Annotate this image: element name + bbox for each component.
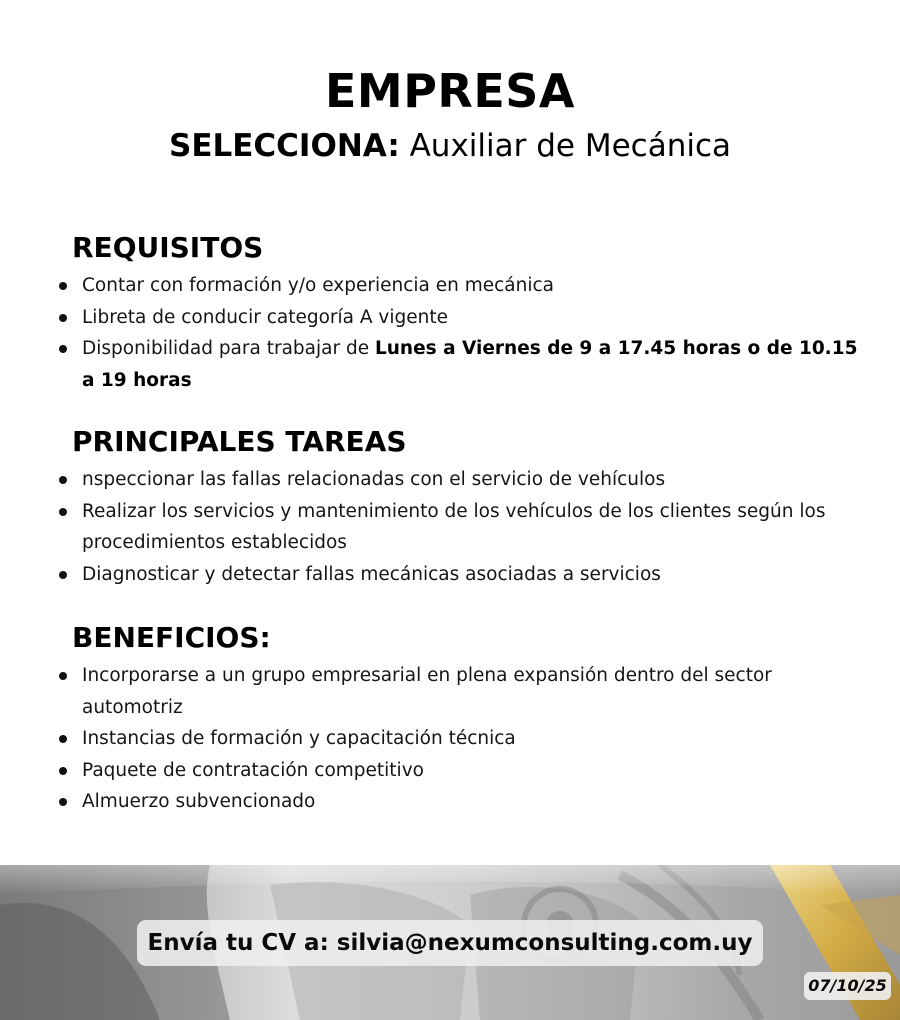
role-name: Auxiliar de Mecánica: [409, 128, 731, 164]
bullet-icon: [59, 735, 67, 743]
list-item: [0, 786, 900, 818]
list-item: [0, 464, 900, 496]
tareas-heading: PRINCIPALES TAREAS: [72, 425, 407, 458]
list-item: [0, 333, 900, 396]
date-badge: 07/10/25: [804, 972, 891, 1000]
schedule-hours: Lunes a Viernes de 9 a 17.45 horas o de 10.15 a 19 horas: [82, 338, 858, 391]
selecciona-label: SELECCIONA:: [169, 128, 400, 164]
bullet-icon: [59, 282, 67, 290]
requisitos-heading: REQUISITOS: [72, 231, 264, 264]
bullet-icon: [59, 672, 67, 680]
send-cv-banner: Envía tu CV a: silvia@nexumconsulting.com.uy: [137, 920, 763, 966]
list-item-text: Incorporarse a un grupo empresarial en plena expansión dentro del sector automotriz: [82, 665, 772, 718]
list-item: [0, 723, 900, 755]
list-item: [0, 496, 900, 559]
schedule-prefix: Disponibilidad para trabajar de: [82, 338, 375, 359]
tareas-list: [0, 464, 900, 590]
list-item: [0, 559, 900, 591]
list-item-text: nspeccionar las fallas relacionadas con el servicio de vehículos: [82, 469, 666, 490]
list-item: [0, 302, 900, 334]
list-item: [0, 755, 900, 787]
header: [0, 62, 900, 166]
list-item-text: Contar con formación y/o experiencia en mecánica: [82, 275, 555, 296]
bullet-icon: [59, 314, 67, 322]
list-item-text: Paquete de contratación competitivo: [82, 759, 424, 781]
list-item-text: Diagnosticar y detectar fallas mecánicas asociadas a servicios: [82, 563, 661, 585]
list-item: [0, 660, 900, 723]
job-title: [0, 126, 900, 166]
bullet-icon: [59, 476, 67, 484]
bullet-icon: [59, 345, 67, 353]
bullet-icon: [59, 767, 67, 775]
footer-banner: [0, 865, 900, 1020]
tareas-section: [0, 424, 900, 590]
requisitos-section: [0, 230, 900, 396]
beneficios-list: [0, 660, 900, 818]
requisitos-list: [0, 270, 900, 396]
bullet-icon: [59, 798, 67, 806]
list-item-text: Libreta de conducir categoría A vigente: [82, 306, 449, 328]
beneficios-heading: BENEFICIOS:: [72, 621, 271, 654]
bullet-icon: [59, 571, 67, 579]
bullet-icon: [59, 508, 67, 516]
list-item-text: Realizar los servicios y mantenimiento de los vehículos de los clientes según los procedimientos establecidos: [82, 500, 826, 553]
beneficios-section: [0, 620, 900, 818]
list-item-text: Almuerzo subvencionado: [82, 791, 316, 812]
list-item-text: Instancias de formación y capacitación técnica: [82, 728, 516, 749]
company-name: EMPRESA: [325, 64, 575, 118]
list-item: [0, 270, 900, 302]
